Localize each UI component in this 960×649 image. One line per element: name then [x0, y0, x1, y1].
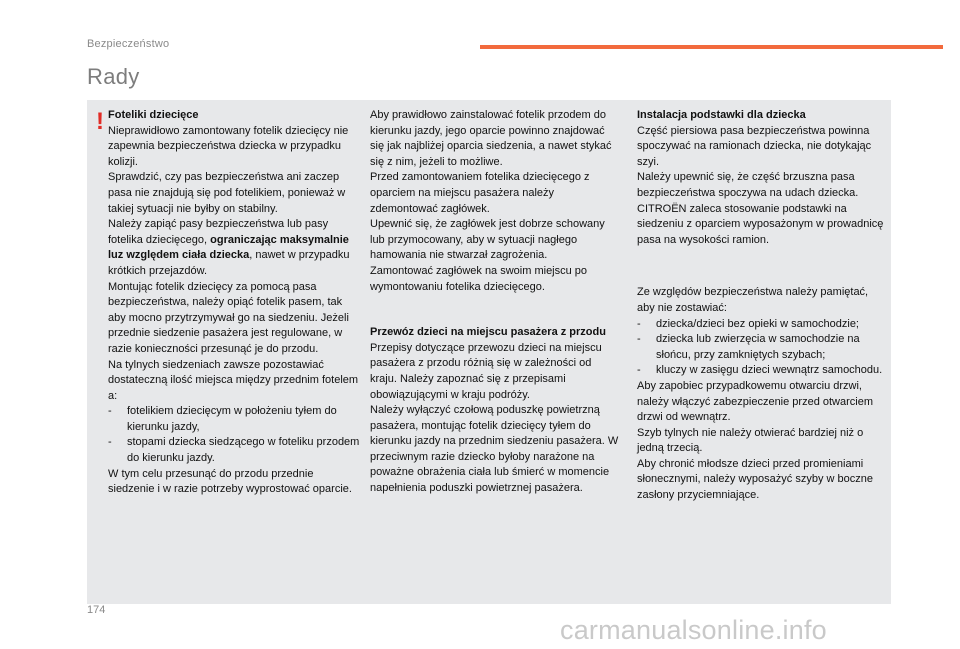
paragraph: Szyb tylnych nie należy otwierać bardziej niż o jedną trzecią. [637, 426, 864, 455]
list-dash: - [637, 317, 641, 330]
paragraph: Część piersiowa pasa bezpieczeństwa powinna spoczywać na ramionach dziecka, nie dotykając szyi. [637, 124, 872, 168]
list-dash: - [637, 333, 641, 346]
paragraph: Należy upewnić się, że część brzuszna pasa bezpieczeństwa spoczywa na udach dziecka. [637, 171, 859, 199]
watermark: carmanualsonline.info [560, 615, 827, 645]
section-label: Bezpieczeństwo [87, 38, 170, 50]
booster-seat-heading: Instalacja podstawki dla dziecka [637, 109, 806, 121]
column-booster-seat [637, 108, 885, 504]
page-number: 174 [87, 604, 106, 616]
paragraph: Na tylnych siedzeniach zawsze pozostawiać dostateczną ilość miejsca między przednim fotelem a: [108, 358, 359, 402]
list-item [637, 317, 885, 333]
paragraph: Sprawdzić, czy pas bezpieczeństwa ani zaczep pasa nie znajdują się pod fotelikiem, ponieważ w takiej sytuacji nie byłby on stabilny. [108, 171, 346, 215]
paragraph [108, 217, 360, 279]
list-item-text: fotelikiem dziecięcym w położeniu tyłem do kierunku jazdy, [127, 405, 337, 433]
header-accent-rule [480, 45, 943, 49]
list-item-text: dziecka lub zwierzęcia w samochodzie na słońcu, przy zamkniętych szybach; [656, 333, 860, 361]
paragraph: Aby chronić młodsze dzieci przed promieniami słonecznymi, należy wyposażyć szyby w boczne zasłony przyciemniające. [637, 457, 873, 502]
paragraph: Przed zamontowaniem fotelika dziecięcego z oparciem na miejscu pasażera należy zdemontować zagłówek. [370, 171, 590, 215]
paragraph: Należy wyłączyć czołową poduszkę powietrzną pasażera, montując fotelik dziecięcy tyłem do kierunku jazdy na przednim siedzeniu pasażera. W przeciwnym razie dziecko byłoby narażone na poważne obrażenia ciała lub śmierć w momencie napełnienia poduszki powietrznej pasażera. [370, 404, 619, 495]
list-dash: - [108, 405, 112, 418]
front-passenger-heading: Przewóz dzieci na miejscu pasażera z przodu [370, 326, 606, 339]
list-item [637, 332, 885, 363]
list-item-text: dziecka/dzieci bez opieki w samochodzie; [656, 317, 859, 330]
list-item [108, 404, 360, 435]
text-run: , nawet w przypadku krótkich przejazdów. [108, 249, 350, 277]
paragraph: Zamontować zagłówek na swoim miejscu po wymontowaniu fotelika dziecięcego. [370, 264, 588, 293]
paragraph: Upewnić się, że zagłówek jest dobrze schowany lub przymocowany, aby w sytuacji nagłego hamowania nie stwarzał zagrożenia. [370, 218, 605, 262]
list-item [108, 435, 360, 466]
list-item-text: kluczy w zasięgu dzieci wewnątrz samochodu. [656, 364, 883, 377]
paragraph: Aby zapobiec przypadkowemu otwarciu drzwi, należy włączyć zabezpieczenie przed otwarciem drzwi od wewnątrz. [637, 379, 873, 424]
page-title: Rady [87, 64, 140, 89]
exclamation-warning-icon: ! [96, 108, 104, 135]
child-seats-heading: Foteliki dziecięce [108, 109, 199, 121]
emphasis-text: ograniczając maksymalnie luz względem ciała dziecka [108, 233, 349, 262]
spacer [370, 295, 620, 325]
paragraph: Aby prawidłowo zainstalować fotelik przodem do kierunku jazdy, jego oparcie powinno znajdować się jak najbliżej oparcia siedzenia, a nawet stykać się z nim, jeżeli to możliwe. [370, 109, 612, 168]
paragraph: Nieprawidłowo zamontowany fotelik dziecięcy nie zapewnia bezpieczeństwa dziecka w przypadku kolizji. [108, 124, 349, 168]
paragraph: Ze względów bezpieczeństwa należy pamiętać, aby nie zostawiać: [637, 286, 869, 314]
column-child-seats [108, 108, 360, 498]
list-item-text: stopami dziecka siedzącego w foteliku przodem do kierunku jazdy. [127, 436, 360, 465]
paragraph: CITROËN zaleca stosowanie podstawki na siedzeniu z oparciem wyposażonym w prowadnicę pasa na wysokości ramion. [637, 202, 884, 246]
paragraph: W tym celu przesunąć do przodu przednie siedzenie i w razie potrzeby wyprostować oparcie. [108, 467, 352, 496]
paragraph: Przepisy dotyczące przewozu dzieci na miejscu pasażera z przodu różnią się w zależności od kraju. Należy zapoznać się z przepisami obowiązującymi w kraju podróży. [370, 341, 602, 401]
spacer [637, 248, 885, 285]
list-dash: - [108, 436, 112, 449]
list-dash: - [637, 364, 641, 377]
paragraph: Montując fotelik dziecięcy za pomocą pasa bezpieczeństwa, należy opiąć fotelik pasem, tak aby mocno przytrzymywał go na siedzeniu. Jeżeli przednie siedzenie pasażera jest regulowane, w razie konieczności przesunąć je do przodu. [108, 280, 349, 355]
text-run: Należy zapiąć pasy bezpieczeństwa lub pasy fotelika dziecięcego, [108, 218, 329, 246]
list-item [637, 363, 885, 379]
column-headrest-front-seat [370, 108, 620, 497]
